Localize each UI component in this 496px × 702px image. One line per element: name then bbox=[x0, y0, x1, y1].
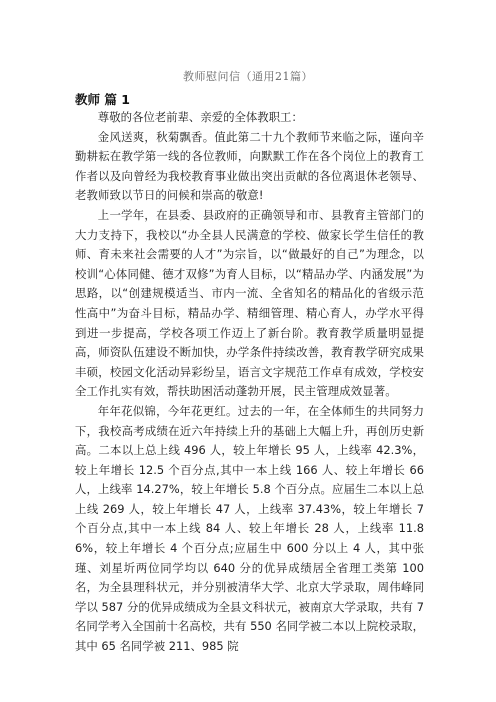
paragraph-3: 年年花似锦，今年花更红。过去的一年，在全体师生的共同努力下，我校高考成绩在近六年持续上升的基础上大幅上升，再创历史新高。二本以上总上线 496 人，较上年增长 95 人，上线率 42.3%，较上年增长 12.5 个百分点,其中一本上线 166 人、较上年增长 66 人，上线率 14.27%，较上年增长 5.8 个百分点。应届生二本以上总上线 269 人，较上年增长 47 人，上线率 37.43%，较上年增长 7 个百分点,其中一本上线 84 人、较上年增长 28 人，上线率 11.86%，较上年增长 4 个百分点;应届生中 600 分以上 4 人，其中张瑾、刘星圻两位同学均以 640 分的优异成绩居全省理工类第 100 名，为全县理科状元，并分别被清华大学、北京大学录取，周伟峰同学以 587 分的优异成绩成为全县文科状元，被南京大学录取，共有 7 名同学考入全国前十名高校，共有 550 名同学被二本以上院校录取，其中 65 名同学被 211、985 院 bbox=[75, 403, 424, 654]
letter-body bbox=[75, 108, 424, 657]
section-title: 教师 篇 1 bbox=[75, 92, 130, 107]
paragraph-2: 上一学年，在县委、县政府的正确领导和市、县教育主管部门的大力支持下，我校以“办全县人民满意的学校、做家长学生信任的教师、育未来社会需要的人才”为宗旨，以“做最好的自己”为理念，以校训“心体同健、德才双修”为育人目标，以“精品办学、内涵发展”为思路，以“创建规模适当、市内一流、全省知名的精品化的省级示范性高中”为奋斗目标，精品办学、精细管理、精心育人，办学水平得到进一步提高，学校各项工作迈上了新台阶。教育教学质量明显提高，师资队伍建设不断加快，办学条件持续改善，教育教学研究成果丰硕，校园文化活动异彩纷呈，语言文字规范工作卓有成效，学校安全工作扎实有效，帮扶助困活动蓬勃开展，民主管理成效显著。 bbox=[75, 207, 424, 399]
paragraph-1: 金风送爽，秋菊飘香。值此第二十九个教师节来临之际，谨向辛勤耕耘在教学第一线的各位教师，向默默工作在各个岗位上的教育工作者以及向曾经为我校教育事业做出突出贡献的各位离退休老领导、老教师致以节日的问候和崇高的敬意! bbox=[75, 129, 424, 203]
document-header: 教师慰问信（通用21篇） bbox=[183, 70, 313, 83]
salutation: 尊敬的各位老前辈、亲爱的全体教职工： bbox=[97, 110, 303, 124]
